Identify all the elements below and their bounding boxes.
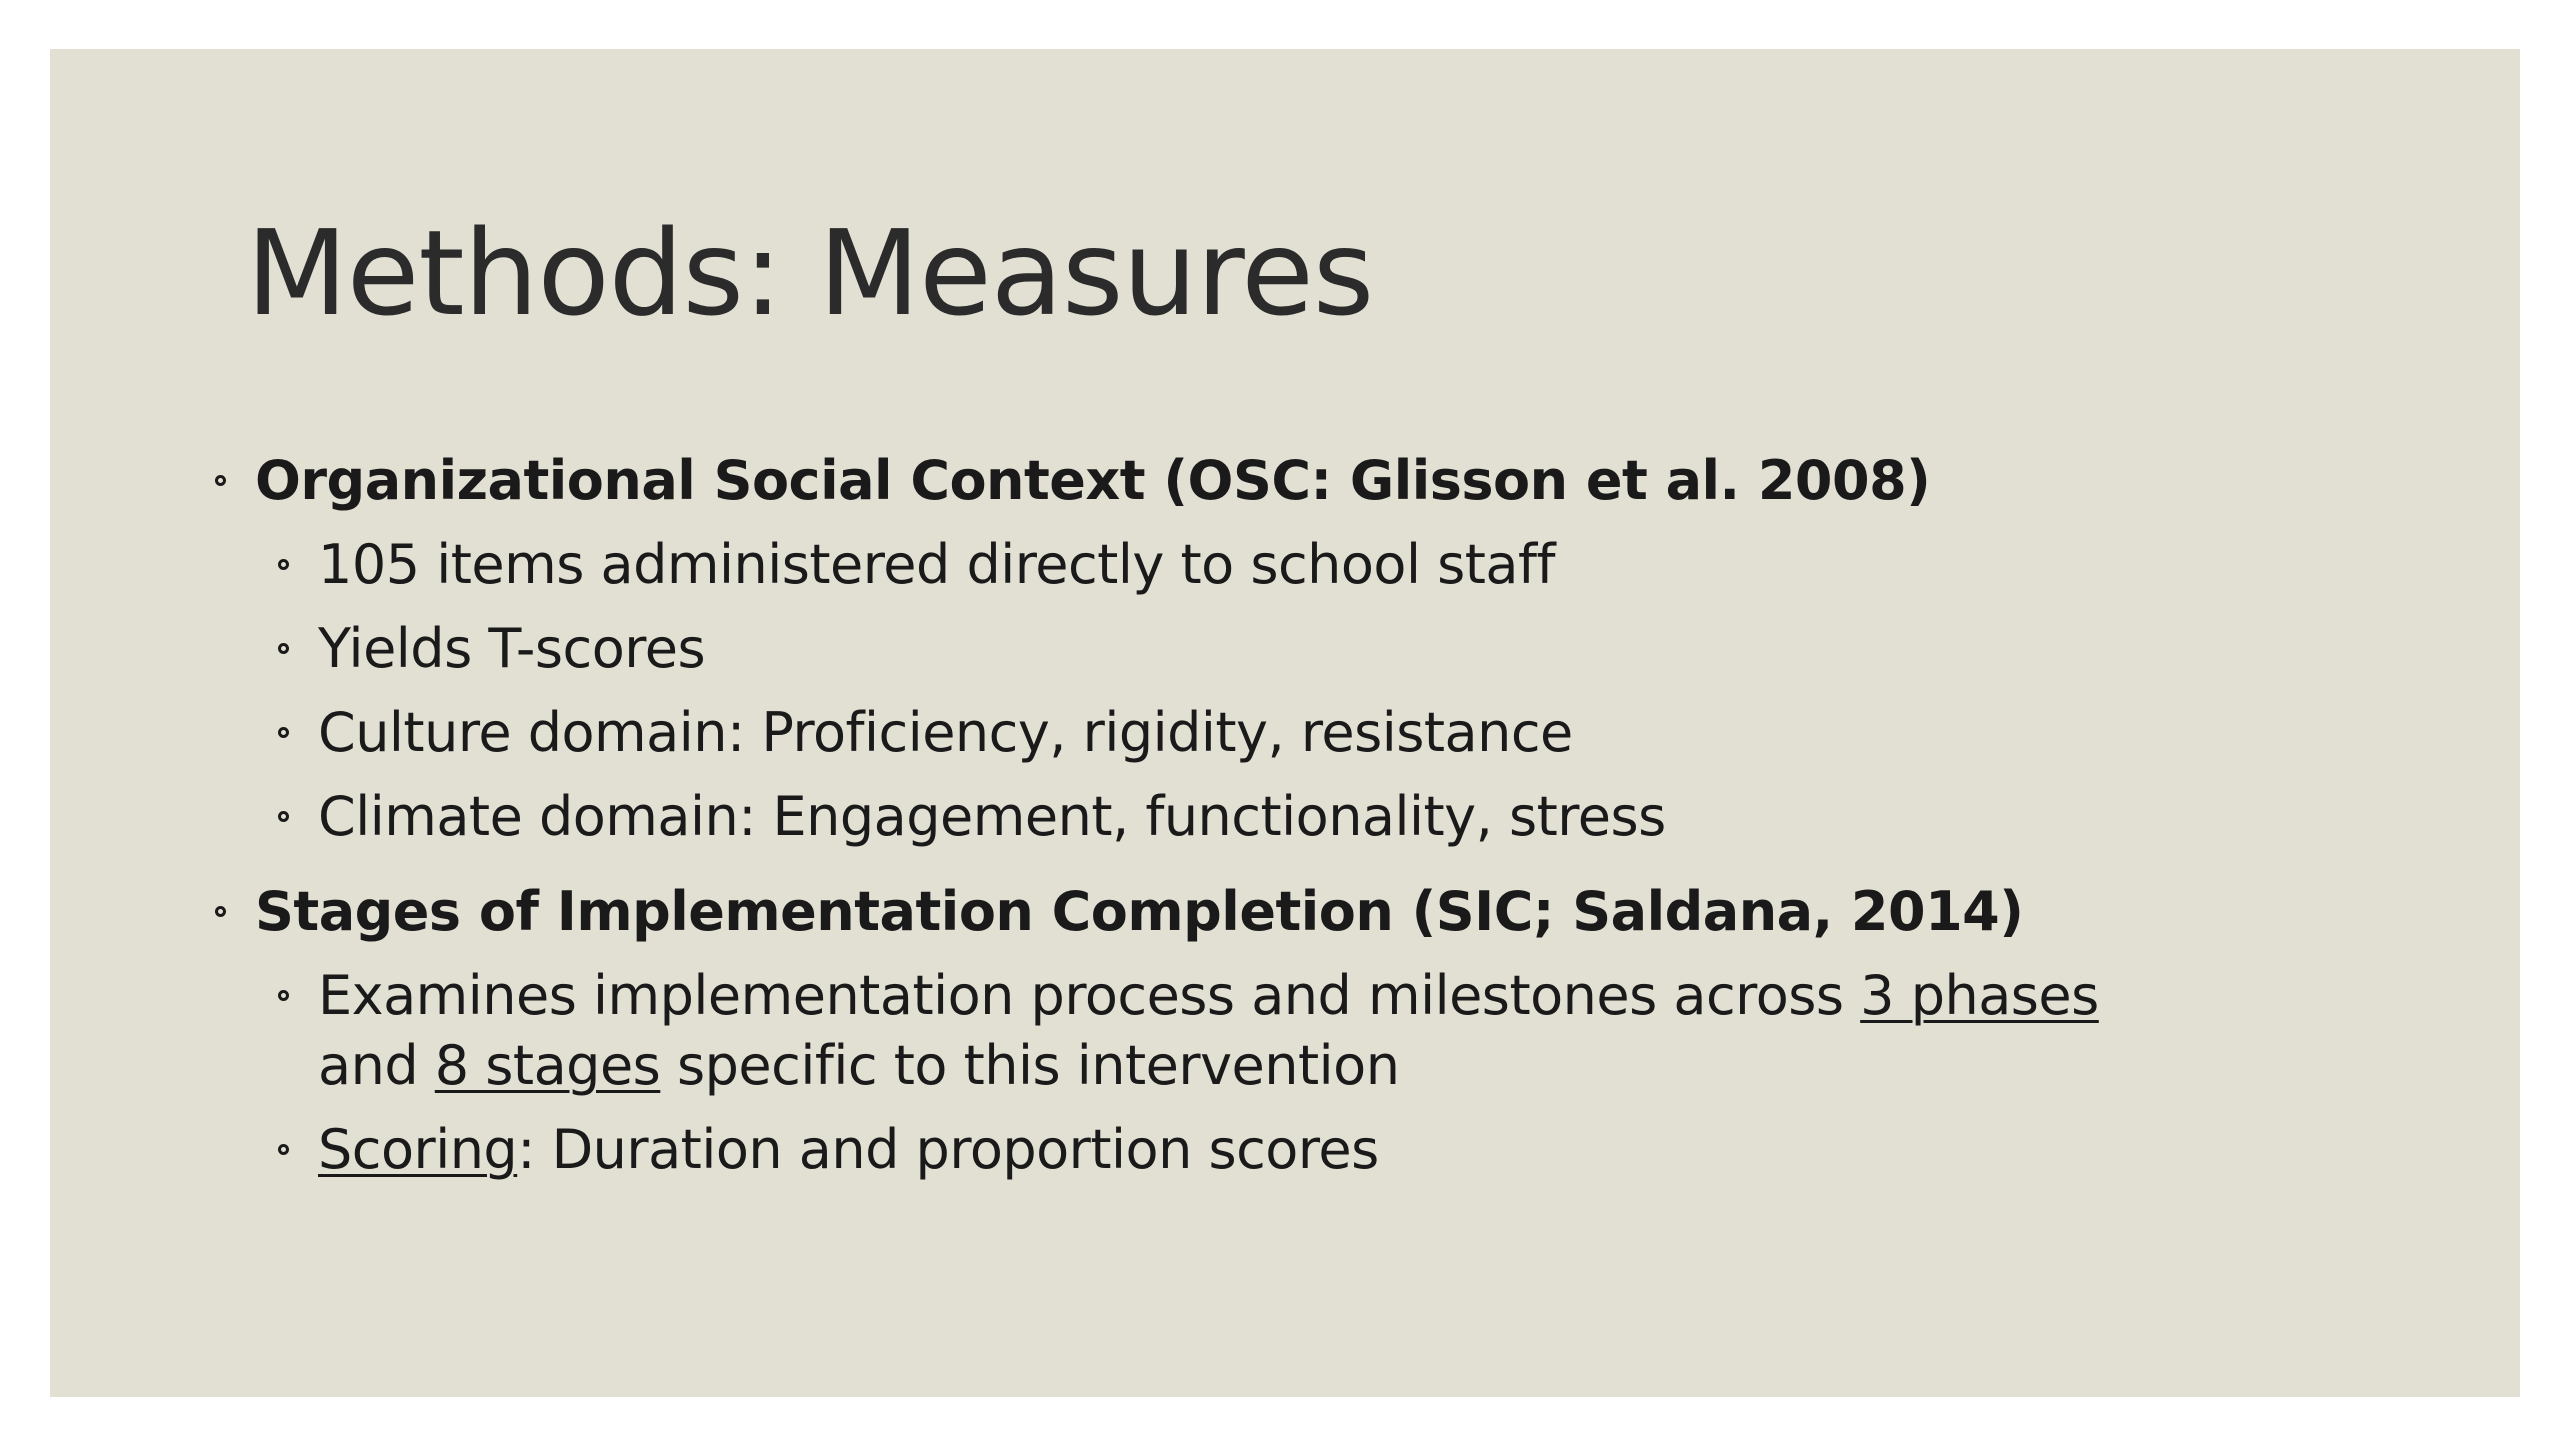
text-run: and	[318, 1034, 435, 1097]
list-item-text	[318, 964, 2099, 1027]
text-run: : Duration and proportion scores	[517, 1118, 1379, 1181]
list-item-text	[318, 1118, 1379, 1181]
underlined-phrase: 8 stages	[434, 1034, 661, 1097]
hollow-circle-bullet-icon	[215, 906, 226, 917]
hollow-circle-bullet-icon	[278, 643, 289, 654]
section-heading-text: Organizational Social Context (OSC: Glisson et al. 2008)	[255, 449, 1931, 512]
text-run: Examines implementation process and milestones across	[318, 964, 1861, 1027]
slide-title: Methods: Measures	[246, 204, 1374, 342]
list-item-text: Culture domain: Proficiency, rigidity, resistance	[318, 701, 1573, 764]
hollow-circle-bullet-icon	[278, 727, 289, 738]
underlined-phrase: 3 phases	[1860, 964, 2099, 1027]
hollow-circle-bullet-icon	[215, 475, 226, 486]
hollow-circle-bullet-icon	[278, 990, 289, 1001]
list-item-continuation	[318, 1034, 1399, 1097]
list-item-text: Yields T-scores	[318, 617, 706, 680]
slide	[50, 49, 2520, 1397]
section-heading-text: Stages of Implementation Completion (SIC; Saldana, 2014)	[255, 880, 2024, 943]
underlined-phrase: Scoring	[318, 1118, 518, 1181]
hollow-circle-bullet-icon	[278, 811, 289, 822]
list-item-text: Climate domain: Engagement, functionality, stress	[318, 785, 1666, 848]
text-run: specific to this intervention	[660, 1034, 1400, 1097]
list-item-text: 105 items administered directly to school staff	[318, 533, 1556, 596]
hollow-circle-bullet-icon	[278, 1144, 289, 1155]
hollow-circle-bullet-icon	[278, 559, 289, 570]
